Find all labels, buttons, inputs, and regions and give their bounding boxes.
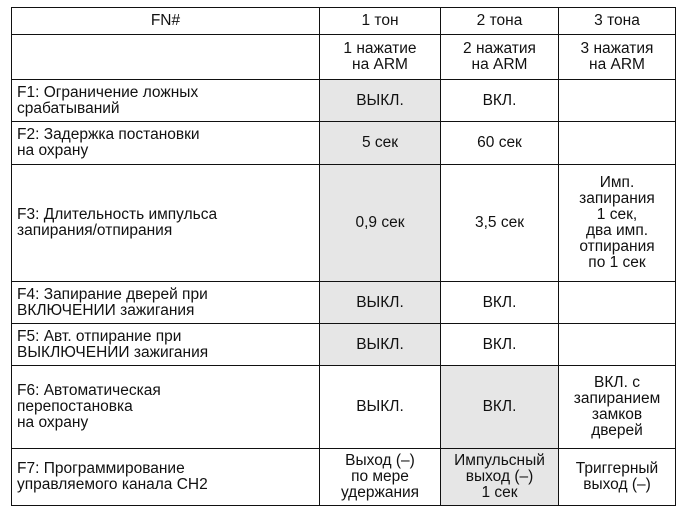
table-row <box>12 122 676 165</box>
row-label: F2: Задержка постановки на охрану <box>12 122 320 165</box>
settings-table <box>11 7 676 506</box>
cell-tone-1: Выход (–) по мере удержания <box>320 449 441 506</box>
header-tone-2: 2 тона <box>441 8 559 35</box>
cell-tone-1: 0,9 сек <box>320 165 441 282</box>
cell-tone-3 <box>559 324 676 366</box>
cell-tone-3: Имп. запирания 1 сек, два имп. отпирания по 1 сек <box>559 165 676 282</box>
row-label: F4: Запирание дверей при ВКЛЮЧЕНИИ зажигания <box>12 282 320 324</box>
cell-tone-3: ВКЛ. с запиранием замков дверей <box>559 366 676 449</box>
subheader-press-1: 1 нажатие на ARM <box>320 35 441 80</box>
header-tone-1: 1 тон <box>320 8 441 35</box>
table-row <box>12 366 676 449</box>
header-tone-3: 3 тона <box>559 8 676 35</box>
row-label: F5: Авт. отпирание при ВЫКЛЮЧЕНИИ зажигания <box>12 324 320 366</box>
row-label: F7: Программирование управляемого канала CH2 <box>12 449 320 506</box>
subheader-row <box>12 35 676 80</box>
cell-tone-2: ВКЛ. <box>441 366 559 449</box>
subheader-press-2: 2 нажатия на ARM <box>441 35 559 80</box>
subheader-empty <box>12 35 320 80</box>
cell-tone-1: 5 сек <box>320 122 441 165</box>
row-label: F1: Ограничение ложных срабатываний <box>12 80 320 122</box>
table-row <box>12 165 676 282</box>
cell-tone-2: ВКЛ. <box>441 282 559 324</box>
cell-tone-1: ВЫКЛ. <box>320 366 441 449</box>
cell-tone-2: Импульсный выход (–) 1 сек <box>441 449 559 506</box>
cell-tone-1: ВЫКЛ. <box>320 282 441 324</box>
row-label: F3: Длительность импульса запирания/отпирания <box>12 165 320 282</box>
row-label: F6: Автоматическая перепостановка на охрану <box>12 366 320 449</box>
table-row <box>12 324 676 366</box>
cell-tone-1: ВЫКЛ. <box>320 324 441 366</box>
cell-tone-3: Триггерный выход (–) <box>559 449 676 506</box>
subheader-press-3: 3 нажатия на ARM <box>559 35 676 80</box>
table-row <box>12 449 676 506</box>
cell-tone-2: ВКЛ. <box>441 324 559 366</box>
header-fn: FN# <box>12 8 320 35</box>
cell-tone-2: 3,5 сек <box>441 165 559 282</box>
table-row <box>12 80 676 122</box>
cell-tone-3 <box>559 282 676 324</box>
cell-tone-1: ВЫКЛ. <box>320 80 441 122</box>
cell-tone-2: ВКЛ. <box>441 80 559 122</box>
table-row <box>12 282 676 324</box>
cell-tone-2: 60 сек <box>441 122 559 165</box>
cell-tone-3 <box>559 122 676 165</box>
header-row <box>12 8 676 35</box>
cell-tone-3 <box>559 80 676 122</box>
